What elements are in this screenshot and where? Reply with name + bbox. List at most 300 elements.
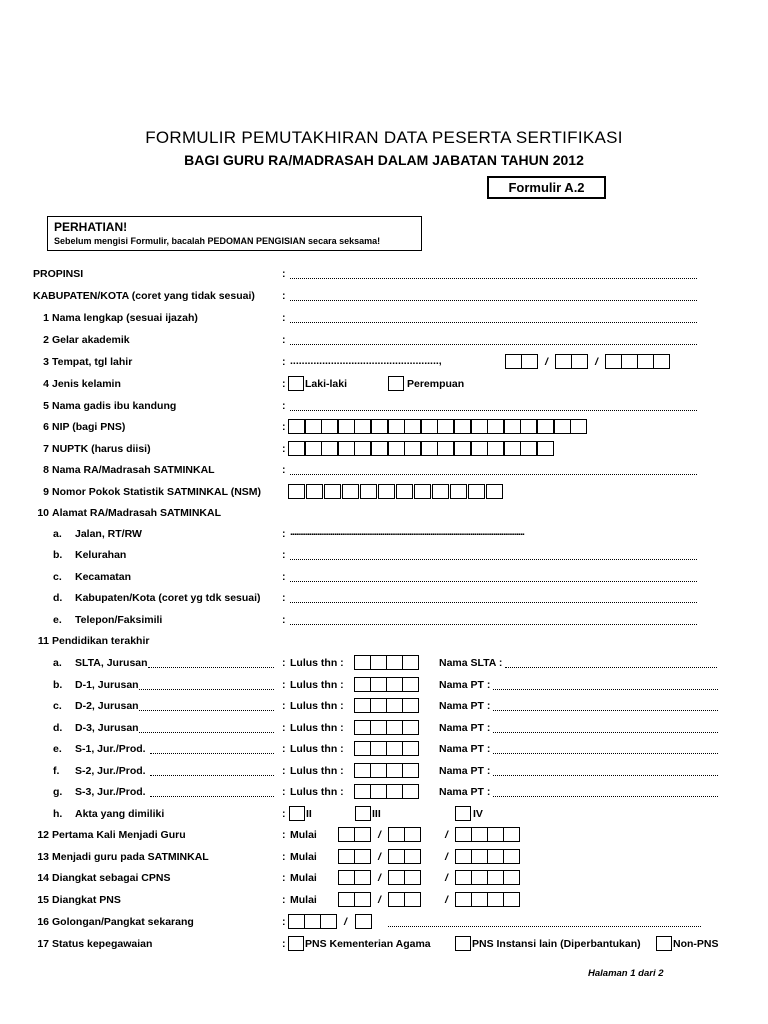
date-box[interactable] [354,849,371,864]
date-box[interactable] [338,849,355,864]
date-box[interactable] [404,827,421,842]
field-label: Jenis kelamin [52,378,121,390]
date-box[interactable] [455,892,472,907]
field-label: Akta yang dimiliki [75,808,165,820]
colon: : [282,378,286,390]
row-nuptk [0,440,768,462]
nip-digit-box[interactable] [487,419,504,434]
fill-line[interactable] [290,278,697,279]
date-box[interactable] [621,354,638,369]
date-box[interactable] [605,354,622,369]
fill-line[interactable] [290,559,697,560]
nuptk-digit-box[interactable] [504,441,521,456]
slash: / [445,872,448,884]
graduation-year-label: Lulus thn : [290,786,344,798]
year-box[interactable] [354,655,371,670]
date-box[interactable] [388,827,405,842]
rank-box[interactable] [304,914,321,929]
field-letter: g. [53,786,63,798]
date-box[interactable] [571,354,588,369]
checkbox-pns-instansi-lain[interactable] [455,936,471,951]
row-cpns [0,869,768,891]
nuptk-digit-box[interactable] [487,441,504,456]
date-box[interactable] [487,827,504,842]
year-box[interactable] [402,741,419,756]
year-box[interactable] [386,720,403,735]
nsm-digit-box[interactable] [414,484,431,499]
year-box[interactable] [354,677,371,692]
field-number: 14 [37,872,49,884]
option-label: IV [473,808,483,820]
date-box[interactable] [487,870,504,885]
slash: / [344,916,347,928]
field-label: Pertama Kali Menjadi Guru [52,829,186,841]
row-nip [0,418,768,440]
nip-digit-box[interactable] [471,419,488,434]
field-number: 3 [43,356,49,368]
row-gelar [0,331,768,353]
date-box[interactable] [487,849,504,864]
year-box[interactable] [386,763,403,778]
colon: : [282,614,286,626]
rank-box[interactable] [320,914,337,929]
row-tempat-tgl-lahir [0,353,768,375]
nsm-digit-box[interactable] [288,484,305,499]
year-box[interactable] [354,741,371,756]
year-box[interactable] [386,698,403,713]
nip-digit-box[interactable] [570,419,587,434]
colon: : [282,312,286,324]
nsm-digit-box[interactable] [450,484,467,499]
year-box[interactable] [386,677,403,692]
checkbox-akta-iv[interactable] [455,806,471,821]
graduation-year-label: Lulus thn : [290,700,344,712]
field-label: Nama lengkap (sesuai ijazah) [52,312,198,324]
colon: : [282,808,286,820]
page-number: Halaman 1 dari 2 [588,968,664,979]
notice-box [47,216,422,251]
fill-line[interactable] [290,624,697,625]
option-label: Perempuan [407,378,465,390]
row-alamat [0,504,768,526]
year-box[interactable] [370,763,387,778]
field-letter: e. [53,614,62,626]
row-s1 [0,740,768,762]
year-box[interactable] [402,720,419,735]
nuptk-digit-box[interactable] [421,441,438,456]
slash: / [545,356,548,368]
checkbox-laki-laki[interactable] [288,376,304,391]
date-box[interactable] [338,870,355,885]
year-box[interactable] [402,698,419,713]
year-box[interactable] [386,655,403,670]
date-box[interactable] [471,870,488,885]
slash: / [445,894,448,906]
year-box[interactable] [354,698,371,713]
date-box[interactable] [503,892,520,907]
field-label: Tempat, tgl lahir [52,356,133,368]
year-box[interactable] [370,784,387,799]
row-jenis-kelamin [0,375,768,397]
year-box[interactable] [370,698,387,713]
row-s3 [0,783,768,805]
field-number: 15 [37,894,49,906]
street-fill[interactable]: .......................................................................................................................... [290,526,524,538]
field-label: KABUPATEN/KOTA (coret yang tidak sesuai) [33,290,255,302]
nsm-digit-box[interactable] [378,484,395,499]
school-name-label: Nama SLTA : [439,657,503,669]
form-code-box: Formulir A.2 [487,176,606,199]
colon: : [282,421,286,433]
form-title: FORMULIR PEMUTAKHIRAN DATA PESERTA SERTIFIKASI [145,128,623,147]
date-box[interactable] [455,849,472,864]
fill-line[interactable] [290,581,697,582]
checkbox-perempuan[interactable] [388,376,404,391]
nip-digit-box[interactable] [371,419,388,434]
nsm-digit-box[interactable] [342,484,359,499]
nsm-digit-box[interactable] [432,484,449,499]
field-label: S-2, Jur./Prod. [75,765,146,777]
row-propinsi [0,265,768,287]
option-label: III [372,808,381,820]
checkbox-non-pns[interactable] [656,936,672,951]
colon: : [282,290,286,302]
colon: : [282,549,286,561]
date-box[interactable] [388,849,405,864]
fill-line[interactable] [290,474,697,475]
nip-digit-box[interactable] [520,419,537,434]
nsm-digit-box[interactable] [396,484,413,499]
graduation-year-label: Lulus thn : [290,722,344,734]
field-label: NIP (bagi PNS) [52,421,126,433]
slash: / [595,356,598,368]
field-label: Menjadi guru pada SATMINKAL [52,851,209,863]
colon: : [282,894,286,906]
major-fill[interactable] [150,775,274,776]
field-letter: h. [53,808,63,820]
school-name-label: Nama PT : [439,700,491,712]
field-label: Pendidikan terakhir [52,635,150,647]
nuptk-digit-box[interactable] [537,441,554,456]
row-nama-lengkap [0,309,768,331]
year-box[interactable] [402,677,419,692]
row-kelurahan [0,546,768,568]
major-fill[interactable] [139,710,274,711]
field-letter: c. [53,571,62,583]
colon: : [282,571,286,583]
nuptk-digit-box[interactable] [437,441,454,456]
date-box[interactable] [404,849,421,864]
date-box[interactable] [471,849,488,864]
row-kecamatan [0,568,768,590]
nip-digit-box[interactable] [354,419,371,434]
year-box[interactable] [370,720,387,735]
field-letter: c. [53,700,62,712]
field-number: 7 [43,443,49,455]
date-box[interactable] [388,870,405,885]
field-number: 8 [43,464,49,476]
nip-digit-box[interactable] [338,419,355,434]
field-letter: b. [53,549,63,561]
nuptk-digit-box[interactable] [454,441,471,456]
field-label: D-1, Jurusan [75,679,139,691]
date-box[interactable] [354,892,371,907]
field-label: D-2, Jurusan [75,700,139,712]
colon: : [282,528,286,540]
nuptk-digit-box[interactable] [471,441,488,456]
year-box[interactable] [386,784,403,799]
row-status [0,935,768,957]
colon: : [282,938,286,950]
option-label: Laki-laki [305,378,348,390]
row-telepon [0,611,768,633]
graduation-year-label: Lulus thn : [290,657,344,669]
school-name-label: Nama PT : [439,765,491,777]
mulai-label: Mulai [290,894,317,906]
mulai-label: Mulai [290,829,317,841]
nip-digit-box[interactable] [537,419,554,434]
date-box[interactable] [503,827,520,842]
school-name-label: Nama PT : [439,743,491,755]
rank-box[interactable] [288,914,305,929]
nip-digit-box[interactable] [421,419,438,434]
year-box[interactable] [354,763,371,778]
nuptk-digit-box[interactable] [288,441,305,456]
date-box[interactable] [388,892,405,907]
nsm-digit-box[interactable] [324,484,341,499]
fill-line[interactable] [290,322,697,323]
row-guru-satminkal [0,848,768,870]
date-box[interactable] [503,870,520,885]
date-box[interactable] [404,870,421,885]
school-name-label: Nama PT : [439,786,491,798]
colon: : [282,743,286,755]
field-label: Nama RA/Madrasah SATMINKAL [52,464,215,476]
rank-box[interactable] [355,914,372,929]
field-label: Diangkat PNS [52,894,121,906]
row-akta [0,805,768,827]
field-label: D-3, Jurusan [75,722,139,734]
colon: : [282,657,286,669]
row-nama-madrasah [0,461,768,483]
nip-digit-box[interactable] [388,419,405,434]
colon: : [282,464,286,476]
fill-line[interactable] [290,344,697,345]
nsm-digit-box[interactable] [360,484,377,499]
year-box[interactable] [370,741,387,756]
fill-line[interactable] [388,926,701,927]
colon: : [282,829,286,841]
field-label: Kabupaten/Kota (coret yg tdk sesuai) [75,592,261,604]
row-golongan [0,913,768,935]
field-label: Status kepegawaian [52,938,153,950]
row-d2 [0,697,768,719]
notice-title: PERHATIAN! [54,220,128,234]
date-box[interactable] [455,870,472,885]
colon: : [282,400,286,412]
field-letter: b. [53,679,63,691]
nuptk-digit-box[interactable] [520,441,537,456]
school-fill[interactable] [505,667,717,668]
field-number: 5 [43,400,49,412]
major-fill[interactable] [150,796,274,797]
field-label: NUPTK (harus diisi) [52,443,151,455]
form-subtitle: BAGI GURU RA/MADRASAH DALAM JABATAN TAHUN 2012 [184,152,584,168]
nip-digit-box[interactable] [437,419,454,434]
nsm-digit-box[interactable] [486,484,503,499]
date-box[interactable] [487,892,504,907]
nip-digit-box[interactable] [554,419,571,434]
row-nsm [0,483,768,505]
field-letter: d. [53,722,63,734]
row-nama-ibu [0,397,768,419]
field-number: 12 [37,829,49,841]
date-box[interactable] [555,354,572,369]
major-fill[interactable] [139,689,274,690]
school-name-label: Nama PT : [439,679,491,691]
field-number: 1 [43,312,49,324]
school-fill[interactable] [493,775,718,776]
row-jalan [0,525,768,547]
field-label: Gelar akademik [52,334,130,346]
field-number: 10 [37,507,49,519]
checkbox-pns-kemenag[interactable] [288,936,304,951]
graduation-year-label: Lulus thn : [290,743,344,755]
date-box[interactable] [455,827,472,842]
field-letter: d. [53,592,63,604]
nuptk-digit-box[interactable] [321,441,338,456]
row-pns [0,891,768,913]
field-label: Alamat RA/Madrasah SATMINKAL [52,507,221,519]
field-number: 11 [37,635,49,647]
date-box[interactable] [503,849,520,864]
field-letter: a. [53,528,62,540]
fill-line[interactable] [290,300,697,301]
year-box[interactable] [354,720,371,735]
date-box[interactable] [471,827,488,842]
date-box[interactable] [354,827,371,842]
field-label: Nomor Pokok Statistik SATMINKAL (NSM) [52,486,262,498]
date-box[interactable] [354,870,371,885]
colon: : [282,268,286,280]
nip-digit-box[interactable] [321,419,338,434]
date-box[interactable] [637,354,654,369]
field-number: 2 [43,334,49,346]
colon: : [282,872,286,884]
row-kabupaten [0,287,768,309]
nuptk-digit-box[interactable] [338,441,355,456]
nuptk-digit-box[interactable] [388,441,405,456]
field-label: Diangkat sebagai CPNS [52,872,171,884]
year-box[interactable] [370,677,387,692]
year-box[interactable] [402,763,419,778]
field-number: 17 [37,938,49,950]
nsm-digit-box[interactable] [306,484,323,499]
year-box[interactable] [370,655,387,670]
year-box[interactable] [354,784,371,799]
year-box[interactable] [402,655,419,670]
major-fill[interactable] [148,667,274,668]
colon: : [282,851,286,863]
slash: / [445,851,448,863]
field-label: Telepon/Faksimili [75,614,163,626]
nuptk-digit-box[interactable] [371,441,388,456]
date-box[interactable] [521,354,538,369]
slash: / [378,894,381,906]
field-number: 6 [43,421,49,433]
notice-text: Sebelum mengisi Formulir, bacalah PEDOMAN PENGISIAN secara seksama! [54,236,381,246]
date-box[interactable] [505,354,522,369]
field-label: Golongan/Pangkat sekarang [52,916,194,928]
slash: / [445,829,448,841]
graduation-year-label: Lulus thn : [290,679,344,691]
field-number: 4 [43,378,49,390]
field-label: Jalan, RT/RW [75,528,142,540]
major-fill[interactable] [139,732,274,733]
nip-digit-box[interactable] [454,419,471,434]
school-fill[interactable] [493,710,718,711]
row-kabupaten-kota [0,589,768,611]
row-slta [0,654,768,676]
colon: : [282,679,286,691]
date-box[interactable] [471,892,488,907]
nuptk-digit-box[interactable] [404,441,421,456]
nip-digit-box[interactable] [305,419,322,434]
fill-line[interactable] [290,602,697,603]
nsm-digit-box[interactable] [468,484,485,499]
school-fill[interactable] [493,753,718,754]
date-box[interactable] [338,892,355,907]
nuptk-digit-box[interactable] [305,441,322,456]
field-number: 16 [37,916,49,928]
school-fill[interactable] [493,732,718,733]
date-box[interactable] [404,892,421,907]
field-label: SLTA, Jurusan [75,657,148,669]
fill-line[interactable] [290,410,697,411]
school-name-label: Nama PT : [439,722,491,734]
colon: : [282,916,286,928]
year-box[interactable] [402,784,419,799]
field-letter: e. [53,743,62,755]
school-fill[interactable] [493,796,718,797]
field-letter: a. [53,657,62,669]
birthplace-fill[interactable]: ..................................................., [290,355,442,367]
field-label: Nama gadis ibu kandung [52,400,177,412]
field-label: Kelurahan [75,549,127,561]
date-box[interactable] [338,827,355,842]
option-label: PNS Instansi lain (Diperbantukan) [472,938,641,950]
nip-digit-box[interactable] [504,419,521,434]
school-fill[interactable] [493,689,718,690]
year-box[interactable] [386,741,403,756]
checkbox-akta-iii[interactable] [355,806,371,821]
nip-digit-box[interactable] [404,419,421,434]
major-fill[interactable] [150,753,274,754]
nuptk-digit-box[interactable] [354,441,371,456]
row-pertama-guru [0,826,768,848]
colon: : [282,786,286,798]
row-pendidikan [0,632,768,654]
checkbox-akta-ii[interactable] [289,806,305,821]
field-letter: f. [53,765,60,777]
nip-digit-box[interactable] [288,419,305,434]
row-d3 [0,719,768,741]
colon: : [282,722,286,734]
option-label: PNS Kementerian Agama [305,938,431,950]
colon: : [282,592,286,604]
option-label: Non-PNS [673,938,719,950]
date-box[interactable] [653,354,670,369]
